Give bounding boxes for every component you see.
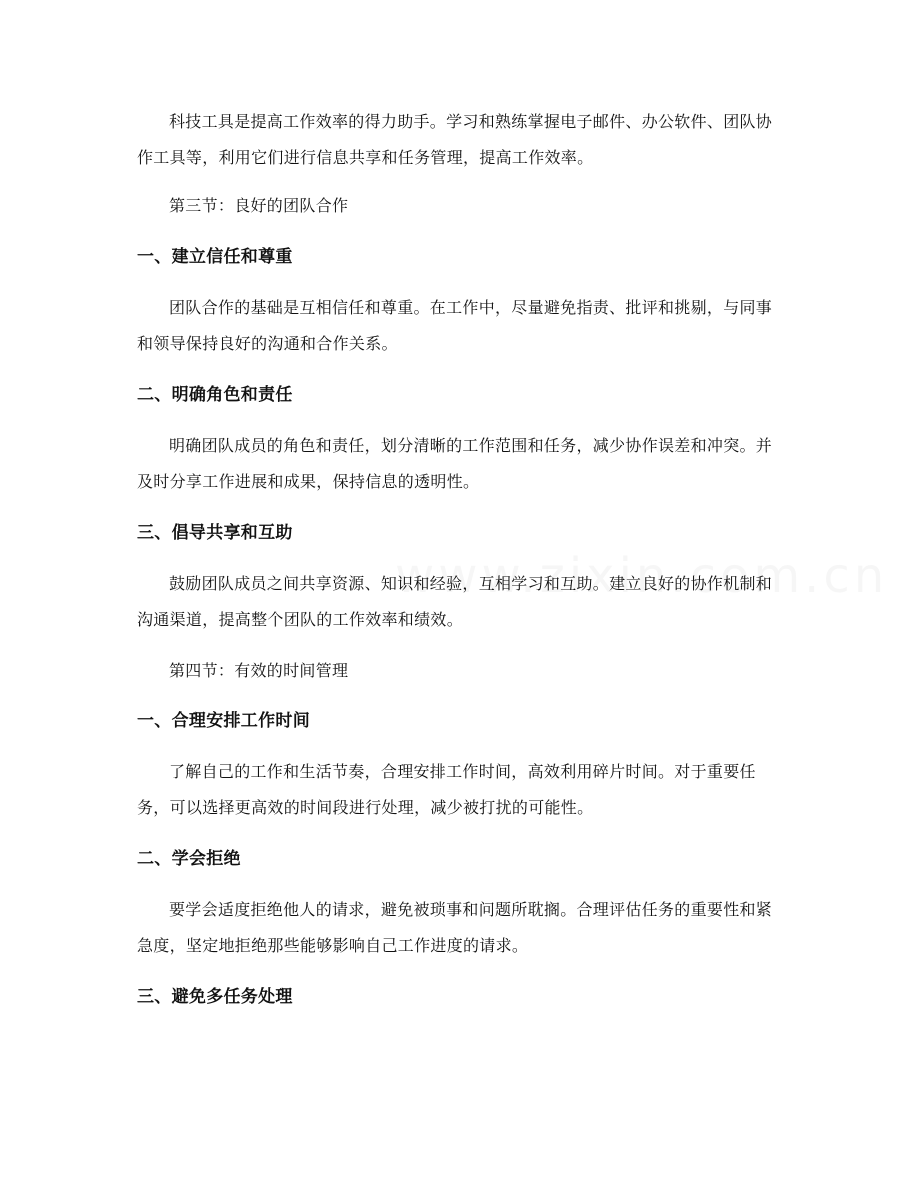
heading-learn-to-refuse: 二、学会拒绝 (137, 849, 241, 869)
heading-avoid-multitasking: 三、避免多任务处理 (137, 987, 293, 1007)
section-title-time-management: 第四节：有效的时间管理 (169, 661, 349, 680)
paragraph-learn-to-refuse: 要学会适度拒绝他人的请求，避免被琐事和问题所耽搁。合理评估任务的重要性和紧急度，坚定地拒绝那些能够影响自己工作进度的请求。 (137, 900, 773, 955)
section-title-teamwork: 第三节：良好的团队合作 (169, 196, 349, 215)
heading-arrange-work-time: 一、合理安排工作时间 (137, 711, 310, 731)
heading-roles-responsibilities: 二、明确角色和责任 (137, 385, 293, 405)
paragraph-tech-tools: 科技工具是提高工作效率的得力助手。学习和熟练掌握电子邮件、办公软件、团队协作工具等，利用它们进行信息共享和任务管理，提高工作效率。 (137, 112, 773, 167)
paragraph-trust-respect: 团队合作的基础是互相信任和尊重。在工作中，尽量避免指责、批评和挑剔，与同事和领导保持良好的沟通和合作关系。 (137, 298, 773, 353)
paragraph-roles-responsibilities: 明确团队成员的角色和责任，划分清晰的工作范围和任务，减少协作误差和冲突。并及时分享工作进展和成果，保持信息的透明性。 (137, 436, 773, 491)
paragraph-arrange-work-time: 了解自己的工作和生活节奏，合理安排工作时间，高效利用碎片时间。对于重要任务，可以选择更高效的时间段进行处理，减少被打扰的可能性。 (137, 762, 756, 817)
heading-sharing-mutual-aid: 三、倡导共享和互助 (137, 523, 293, 543)
heading-trust-respect: 一、建立信任和尊重 (137, 247, 293, 267)
paragraph-sharing-mutual-aid: 鼓励团队成员之间共享资源、知识和经验，互相学习和互助。建立良好的协作机制和沟通渠道，提高整个团队的工作效率和绩效。 (137, 574, 773, 629)
